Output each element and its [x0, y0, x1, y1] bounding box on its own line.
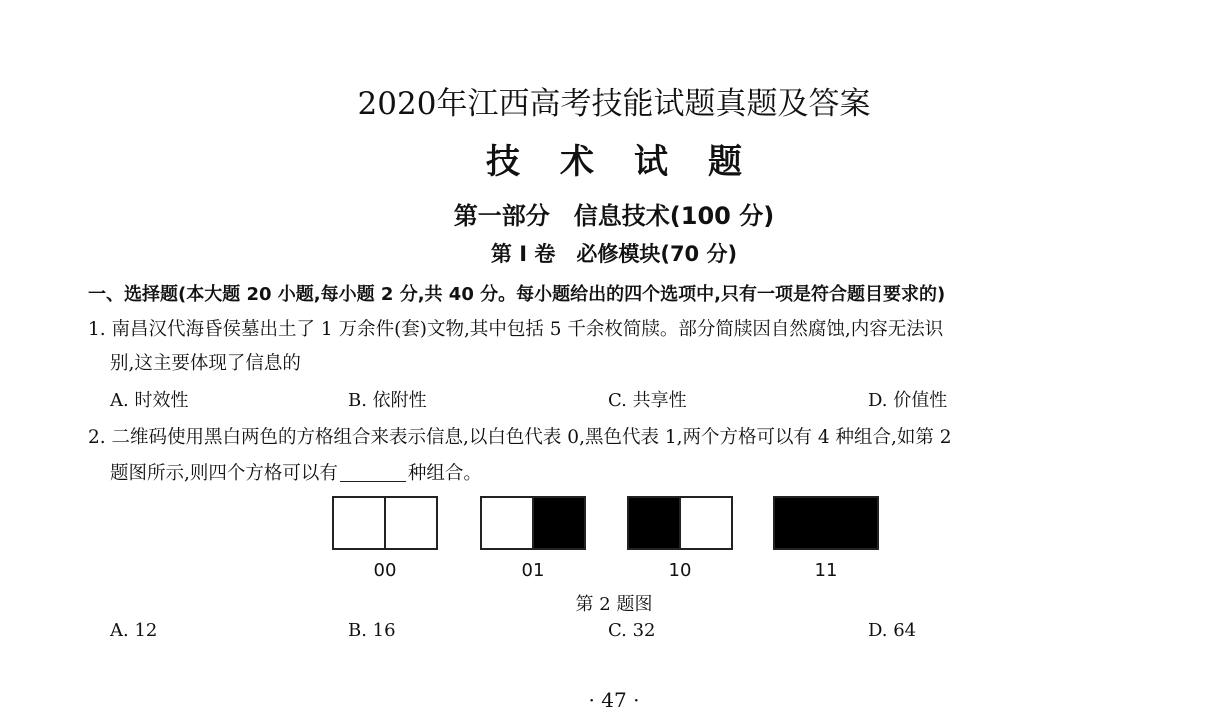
- question-2-text-before: 题图所示,则四个方格可以有: [110, 463, 338, 484]
- question-1-option-d: D. 价值性: [868, 390, 948, 411]
- page-number: · 47 ·: [588, 688, 640, 712]
- question-2-option-c: C. 32: [608, 620, 656, 641]
- grid-combo-11: [773, 496, 879, 550]
- figure-caption: 第 2 题图: [575, 594, 653, 615]
- cell-black: [826, 498, 877, 548]
- grid-combo-00: [332, 496, 438, 550]
- cell-white: [386, 498, 436, 548]
- volume-heading: 第 I 卷 必修模块(70 分): [490, 242, 738, 266]
- cell-white: [334, 498, 386, 548]
- cell-white: [482, 498, 534, 548]
- code-label-00: 00: [373, 560, 397, 581]
- question-2-option-d: D. 64: [868, 620, 917, 641]
- question-2-text-after: 种组合。: [407, 463, 482, 484]
- question-1-option-c: C. 共享性: [608, 390, 687, 411]
- code-label-01: 01: [521, 560, 545, 581]
- document-title: 2020年江西高考技能试题真题及答案: [357, 86, 871, 122]
- question-2-option-a: A. 12: [110, 620, 158, 641]
- code-label-11: 11: [814, 560, 838, 581]
- question-2-line-2: [110, 459, 482, 485]
- answer-blank: [340, 463, 406, 482]
- subject-heading: 技术试题: [486, 142, 782, 182]
- cell-black: [629, 498, 681, 548]
- question-1-line-2: 别,这主要体现了信息的: [110, 353, 301, 374]
- section-heading: 一、选择题(本大题 20 小题,每小题 2 分,共 40 分。每小题给出的四个选项中,只有一项是符合题目要求的): [88, 284, 946, 305]
- question-1-line-1: 1. 南昌汉代海昏侯墓出土了 1 万余件(套)文物,其中包括 5 千余枚简牍。部分简牍因自然腐蚀,内容无法识: [88, 319, 944, 340]
- cell-black: [775, 498, 826, 548]
- question-2-line-1: 2. 二维码使用黑白两色的方格组合来表示信息,以白色代表 0,黑色代表 1,两个方格可以有 4 种组合,如第 2: [88, 427, 952, 448]
- grid-combo-01: [480, 496, 586, 550]
- question-2-option-b: B. 16: [348, 620, 396, 641]
- question-1-option-a: A. 时效性: [110, 390, 189, 411]
- code-label-10: 10: [668, 560, 692, 581]
- part-heading: 第一部分 信息技术(100 分): [453, 202, 775, 230]
- cell-black: [534, 498, 584, 548]
- question-1-option-b: B. 依附性: [348, 390, 427, 411]
- grid-combo-10: [627, 496, 733, 550]
- cell-white: [681, 498, 731, 548]
